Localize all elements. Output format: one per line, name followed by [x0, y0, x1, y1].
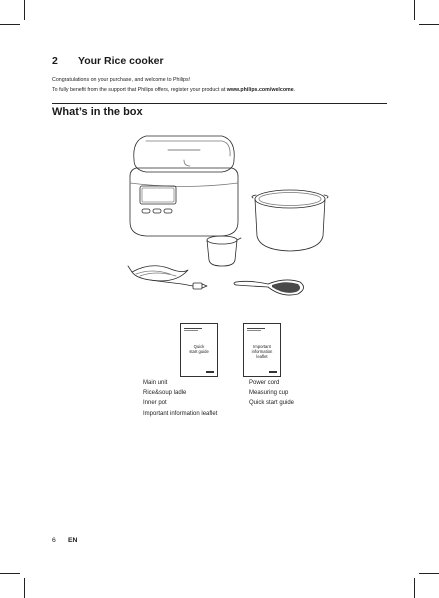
brand-logo [269, 371, 277, 373]
power-cord-illustration [128, 266, 207, 289]
list-item: Important information leaflet [143, 410, 218, 417]
main-unit-illustration [130, 136, 238, 236]
box-title: What’s in the box [52, 106, 143, 118]
intro-line-2-suffix: . [293, 86, 296, 93]
list-item: Rice&soup ladle [143, 390, 187, 397]
page-footer [52, 537, 77, 544]
section-number: 2 [52, 55, 58, 67]
inner-pot-illustration [252, 190, 328, 251]
list-item: Quick start guide [249, 400, 295, 407]
leaflet-label: Important information leaflet [251, 344, 273, 359]
items-left-list [143, 378, 217, 419]
list-item: Measuring cup [249, 390, 289, 397]
brand-logo [206, 371, 214, 373]
language-code: EN [68, 537, 78, 544]
important-information-leaflet [243, 323, 281, 377]
intro-line-2-prefix: To fully benefit from the support that Philips offers, register your product at [52, 86, 227, 93]
intro-line-1: Congratulations on your purchase, and welcome to Philips! [52, 77, 191, 83]
page-number: 6 [52, 537, 56, 544]
list-item: Inner pot [143, 400, 167, 407]
items-right-list [249, 378, 294, 409]
registration-link[interactable]: www.philips.com/welcome [226, 86, 294, 93]
measuring-cup-illustration [207, 236, 241, 266]
leaflet-label: Quick start guide [189, 344, 209, 354]
quick-start-guide-leaflet [180, 323, 218, 377]
section-title: Your Rice cooker [78, 55, 164, 67]
list-item: Power cord [249, 380, 280, 386]
list-item: Main unit [143, 380, 168, 386]
